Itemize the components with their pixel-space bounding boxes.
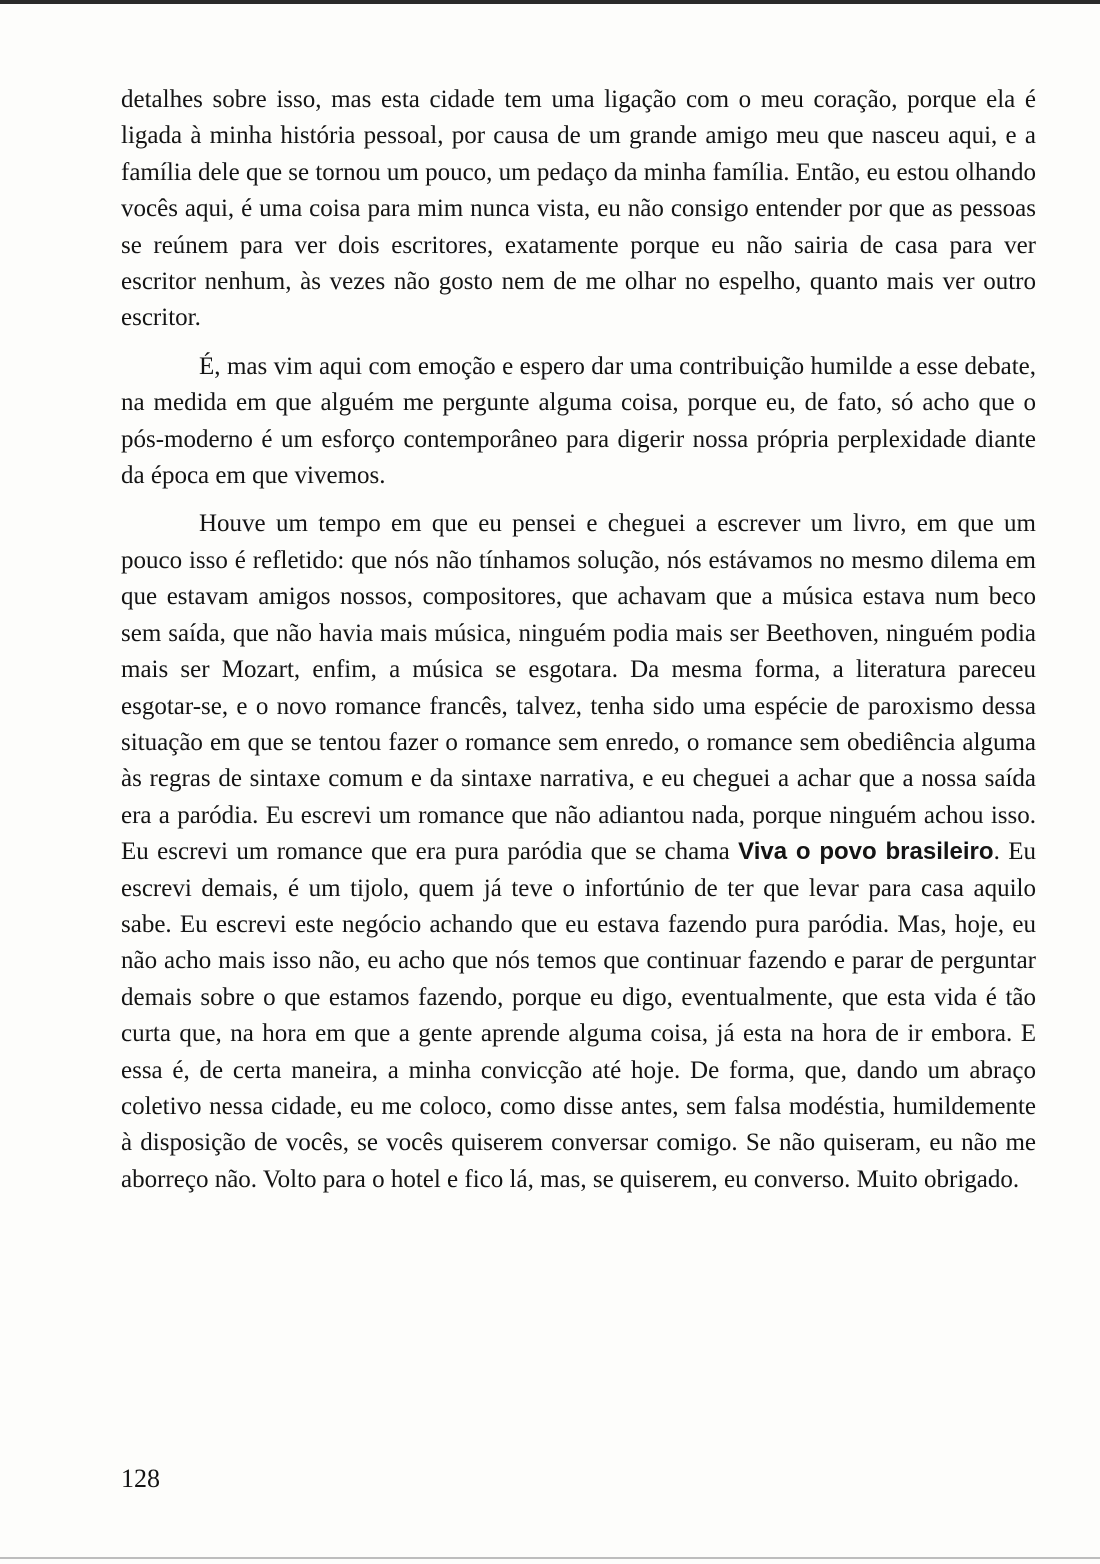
paragraph-3-text-before-title: Houve um tempo em que eu pensei e cheguei a escrever um livro, em que um pouco isso é refletido: que nós não tínhamos solução, nós estávamos no mesmo dilema em que estavam amigos nossos, compositores, que achavam que a música estava num beco sem saída, que não havia mais música, ninguém podia mais ser Beethoven, ninguém podia mais ser Mozart, enfim, a música se esgotara. Da mesma forma, a literatura pareceu esgotar-se, e o novo romance francês, talvez, tenha sido uma espécie de paroxismo dessa situação em que se tentou fazer o romance sem enredo, o romance sem obediência alguma às regras de sintaxe comum e da sintaxe narrativa, e eu cheguei a achar que a nossa saída era a paródia. Eu escrevi um romance que não adiantou nada, porque ninguém achou isso. Eu escrevi um romance que era pura paródia que se chama xyxy=(121,510,1036,866)
paragraph-3 xyxy=(121,506,1036,1198)
page-number: 128 xyxy=(121,1464,160,1493)
book-title: Viva o povo brasileiro xyxy=(738,838,994,866)
paragraph-2: É, mas vim aqui com emoção e espero dar uma contribuição humilde a esse debate, na medida em que alguém me pergunte alguma coisa, porque eu, de fato, só acho que o pós-moderno é um esforço contemporâneo para digerir nossa própria perplexidade diante da época em que vivemos. xyxy=(121,352,1036,490)
top-rule xyxy=(0,0,1100,4)
paragraph-1: detalhes sobre isso, mas esta cidade tem uma ligação com o meu coração, porque ela é ligada à minha história pessoal, por causa de um grande amigo meu que nasceu aqui, e a família dele que se tornou um pouco, um pedaço da minha família. Então, eu estou olhando vocês aqui, é uma coisa para mim nunca vista, eu não consigo entender por que as pessoas se reúnem para ver dois escritores, exatamente porque eu não sairia de casa para ver escritor nenhum, às vezes não gosto nem de me olhar no espelho, quanto mais ver outro escritor. xyxy=(121,86,1037,332)
bottom-rule xyxy=(0,1557,1100,1559)
page-body xyxy=(121,82,1036,1210)
paragraph-3-text-after-title: . Eu escrevi demais, é um tijolo, quem já teve o infortúnio de ter que levar para casa aquilo sabe. Eu escrevi este negócio achando que eu estava fazendo pura paródia. Mas, hoje, eu não acho mais isso não, eu acho que nós temos que continuar fazendo e parar de perguntar demais sobre o que estamos fazendo, porque eu digo, eventualmente, que esta vida é tão curta que, na hora em que a gente aprende alguma coisa, já esta na hora de ir embora. E essa é, de certa maneira, a minha convicção até hoje. De forma, que, dando um abraço coletivo nessa cidade, eu me coloco, como disse antes, sem falsa modéstia, humildemente à disposição de vocês, se vocês quiserem conversar comigo. Se não quiseram, eu não me aborreço não. Volto para o hotel e fico lá, mas, se quiserem, eu converso. Muito obrigado. xyxy=(121,838,1036,1193)
